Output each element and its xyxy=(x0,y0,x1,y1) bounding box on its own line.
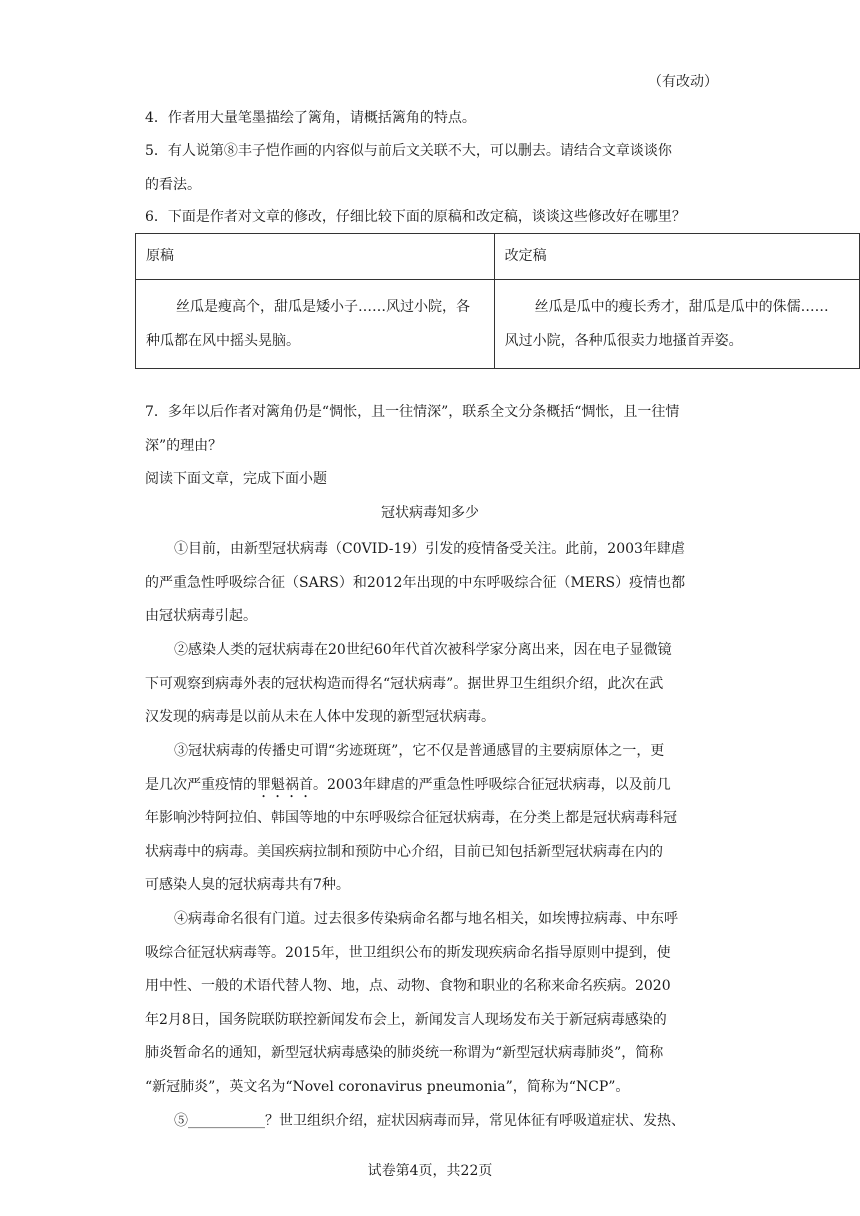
page-footer: 试卷第4页，共22页 xyxy=(367,1163,493,1179)
paragraph-2-line: 下可观察到病毒外表的冠状构造而得名“冠状病毒”。据世界卫生组织介绍，此次在武 xyxy=(145,675,664,692)
paragraph-1 xyxy=(145,533,715,634)
source-note: （有改动） xyxy=(648,74,718,90)
reading-instruction: 阅读下面文章，完成下面小题 xyxy=(145,471,327,487)
question-6: 6．下面是作者对文章的修改，仔细比较下面的原稿和改定稿，谈谈这些修改好在哪里？ xyxy=(145,209,686,225)
table-cell-revised xyxy=(494,280,859,369)
paragraph-1-line: ①目前，由新型冠状病毒（C0VID-19）引发的疫情备受关注。此前，2003年肆虐 xyxy=(174,541,685,557)
paragraph-4-line: 肺炎暂命名的通知，新型冠状病毒感染的肺炎统一称谓为“新型冠状病毒肺炎”，简称 xyxy=(145,1045,664,1061)
paragraph-5 xyxy=(145,1105,715,1139)
comparison-table xyxy=(135,233,860,369)
paragraph-3-line: 可感染人臭的冠状病毒共有7种。 xyxy=(145,877,350,893)
table-cell-original xyxy=(136,280,495,369)
paragraph-4 xyxy=(145,903,715,1104)
question-7-line1: 7．多年以后作者对篱角仍是“惆怅，且一往情深”，联系全文分条概括“惆怅，且一往情 xyxy=(145,404,680,420)
revised-text-line1: 丝瓜是瓜中的瘦长秀才，甜瓜是瓜中的侏儒…… xyxy=(534,299,829,315)
paragraph-3-line xyxy=(145,769,715,803)
revised-text-line2: 风过小院，各种瓜很卖力地搔首弄姿。 xyxy=(504,333,743,349)
paragraph-3-text: 是几次严重疫情的 xyxy=(145,776,257,793)
paragraph-2 xyxy=(145,634,715,735)
paragraph-3 xyxy=(145,735,715,903)
paragraph-1-line: 由冠状病毒引起。 xyxy=(145,608,257,624)
question-4: 4．作者用大量笔墨描绘了篱角，请概括篱角的特点。 xyxy=(145,110,476,126)
paragraph-5-line: ⑤___________？世卫组织介绍，症状因病毒而异，常见体征有呼吸道症状、发热、 xyxy=(174,1113,685,1129)
table-header-revised: 改定稿 xyxy=(494,234,859,280)
paragraph-4-line: 年2月8日，国务院联防联控新闻发布会上，新闻发言人现场发布关于新冠病毒感染的 xyxy=(145,1011,667,1028)
paragraph-1-line: 的严重急性呼吸综合征（SARS）和2012年出现的中东呼吸综合征（MERS）疫情也都 xyxy=(145,574,686,591)
original-text-line2: 种瓜都在风中摇头晃脑。 xyxy=(146,333,300,349)
paragraph-3-line: 年影响沙特阿拉伯、韩国等地的中东呼吸综合征冠状病毒，在分类上都是冠状病毒科冠 xyxy=(145,810,677,826)
question-5-line1: 5．有人说第⑧丰子恺作画的内容似与前后文关联不大，可以删去。请结合文章谈谈你 xyxy=(145,143,672,159)
article-title: 冠状病毒知多少 xyxy=(381,505,479,521)
paragraph-4-line: 用中性、一般的术语代替人物、地，点、动物、食物和职业的名称来命名疾病。2020 xyxy=(145,978,671,994)
question-5-line2: 的看法。 xyxy=(145,177,201,193)
paragraph-3-text: 。2003年肆虐的严重急性呼吸综合征冠状病毒，以及前几 xyxy=(313,776,671,793)
paragraph-3-line: ③冠状病毒的传播史可谓“劣迹斑斑”，它不仅是普通感冒的主要病原体之一，更 xyxy=(174,743,665,759)
emphasized-phrase: 罪魁祸首 xyxy=(257,776,313,793)
original-text-line1: 丝瓜是瘦高个，甜瓜是矮小子……风过小院，各 xyxy=(176,299,470,315)
question-7-line2: 深”的理由？ xyxy=(145,438,223,454)
paragraph-4-line: 吸综合征冠状病毒等。2015年，世卫组织公布的斯发现疾病命名指导原则中提到，使 xyxy=(145,944,671,961)
paragraph-4-line: ④病毒命名很有门道。过去很多传染病命名都与地名相关，如埃博拉病毒、中东呼 xyxy=(174,911,678,927)
paragraph-3-line: 状病毒中的病毒。美国疾病拉制和预防中心介绍，目前已知包括新型冠状病毒在内的 xyxy=(145,843,663,860)
paragraph-2-line: 汉发现的病毒是以前从未在人体中发现的新型冠状病毒。 xyxy=(145,709,495,725)
paragraph-4-line: “新冠肺炎”，英文名为“Novel coronavirus pneumonia”，简称为“NCP”。 xyxy=(145,1078,630,1095)
paragraph-2-line: ②感染人类的冠状病毒在20世纪60年代首次被科学家分离出来，因在电子显微镜 xyxy=(174,642,672,658)
table-header-original: 原稿 xyxy=(136,234,495,280)
